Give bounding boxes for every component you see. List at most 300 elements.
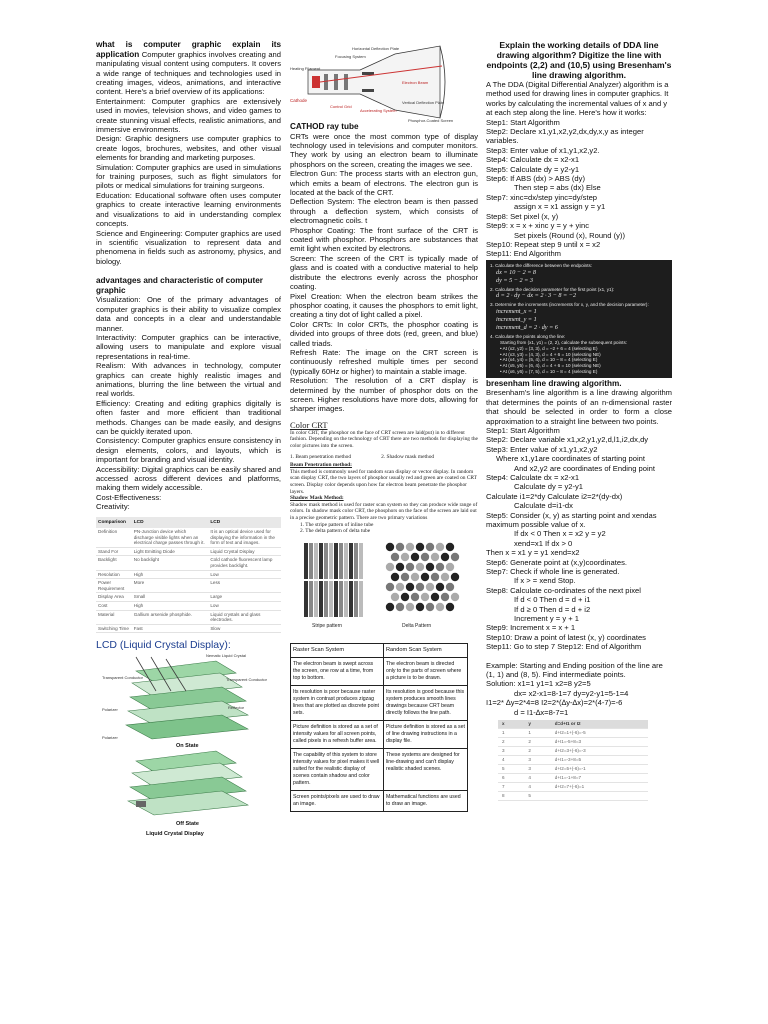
cmp-header-cell: Comparison: [96, 517, 132, 528]
dda-step: Step5: Calculate dy = y2-y1: [486, 164, 580, 174]
bresenham-step: Step2: Declare variable x1,x2,y1,y2,d,l1,i2,dx,dy: [486, 435, 649, 445]
stripe-bar: [354, 581, 358, 617]
delta-dot: [401, 592, 409, 600]
crt-paragraph: CRTs were once the most common type of display technology used in televisions and computer monitors. They work by using an electron beam to illuminate phosphors on the screen, creating the images we see.: [290, 131, 478, 169]
point-item: • At (x5, y5) = (6, 4), d = 4 + 6 = 10 (selecting NE): [500, 363, 601, 369]
crt-label-screen: Phosphor-Coated Screen: [408, 118, 454, 123]
crt-paragraph: Refresh Rate: The image on the CRT screen is continuously refreshed multiple times per second (typically 60Hz or higher) to maintain a stable image.: [290, 347, 478, 376]
stripe-bar: [314, 543, 318, 579]
bresenham-step: Calculate dy = y2-y1: [514, 482, 584, 492]
advantage-item: Efficiency: Creating and editing graphics digitally is often faster and more efficient than traditional methods. Changes can be made easily, and designs can be quickly iterated upon.: [96, 398, 281, 436]
lcd-label-1: Transparent Conductor: [102, 675, 143, 681]
shadow-mask-item-1: 1. The stripe pattern of inline tube: [300, 521, 374, 528]
bresenham-steps: [486, 426, 672, 652]
dda-step: Step8: Set pixel (x, y): [486, 211, 559, 221]
table-cell: Low: [208, 602, 281, 611]
bresenham-step: Step7: Check if whole line is generated.: [486, 567, 620, 576]
table-cell: Cost: [96, 602, 132, 611]
dda-step: assign x = x1 assign y = y1: [514, 202, 606, 212]
table-cell: 4: [498, 756, 524, 765]
table-cell: 3: [498, 747, 524, 756]
delta-dot: [406, 562, 414, 570]
bresenham-step: Step5: Consider (x, y) as starting point and xendas maximum possible value of x.: [486, 510, 657, 529]
bresenham-step: Step8: Calculate co-ordinates of the next pixel: [486, 585, 641, 595]
stripe-caption: Stripe pattern: [312, 622, 343, 629]
stripe-bar: [329, 543, 333, 579]
color-crt-text: In color CRT, the phosphor on the face of CRT screen are laid(put) in to different fashion. Depending on the technology of CRT there are two methods for displaying the color pictures into the screen.: [290, 429, 478, 449]
advantage-item: Creativity:: [96, 502, 130, 512]
phosphor-patterns-figure: [290, 537, 478, 629]
table-cell: Gallium arsenide phosphide.: [132, 610, 209, 624]
crt-paragraph: Resolution: The resolution of a CRT display is determined by the number of phosphor dots on the screen. Higher resolutions have more dots, allowing for sharper images.: [290, 376, 478, 414]
bresenham-step: And x2,y2 are coordinates of Ending point: [514, 463, 655, 473]
table-cell: 1: [498, 729, 524, 738]
table-row: [291, 685, 468, 720]
crt-description: [290, 132, 478, 414]
table-cell: 3: [524, 756, 550, 765]
rs-header-cell: Random Scan System: [383, 643, 467, 657]
crt-label-vdp: Vertical Deflection Plate: [402, 100, 445, 105]
crt-label-grid: Control Grid: [330, 104, 352, 109]
delta-caption: Delta Pattern: [402, 622, 432, 629]
delta-dot: [406, 542, 414, 550]
table-cell: Light Emitting Diode: [132, 547, 209, 556]
bresenham-step: If d ≥ 0 Then d = d + i2: [514, 604, 591, 614]
lcd-label-5: Reflector: [228, 705, 245, 711]
bresenham-step: If dx < 0 Then x = x2 y = y2: [514, 529, 606, 539]
crt-paragraph: Screen: The screen of the CRT is typically made of glass and is coated with a conductive material to help distribute the electrons evenly across the phosphor coating.: [290, 253, 478, 292]
heading-color-crt: Color CRT: [290, 419, 328, 430]
stripe-pattern-image: [304, 543, 363, 617]
table-cell: Definition: [96, 528, 132, 547]
crt-paragraph: Electron Gun: The process starts with an electron gun, which emits a beam of electrons. The electron gun is located at the back of the CRT.: [290, 169, 478, 198]
delta-dot: [441, 572, 449, 580]
table-row: [96, 556, 281, 570]
rs-header-cell: Raster Scan System: [291, 643, 384, 657]
table-row: [96, 624, 281, 633]
delta-dot: [431, 552, 439, 560]
crt-label-cathode: Cathode: [290, 98, 308, 103]
dda-step: Then step = abs (dx) Else: [514, 183, 601, 193]
crt-paragraph: Pixel Creation: When the electron beam strikes the phosphor coating, it causes the phosphors to emit light, creating a tiny dot of light called a pixel.: [290, 291, 478, 320]
dark-step-4: 4. Calculate the points along the line:: [490, 334, 566, 340]
lcd-label-4: Transparent Conductor: [226, 677, 267, 683]
table-cell: 6: [498, 774, 524, 783]
dda-step: Step7: xinc=dx/step yinc=dy/step: [486, 192, 598, 202]
table-cell: 4: [524, 783, 550, 792]
delta-dot: [411, 552, 419, 560]
led-lcd-comparison-table: [96, 517, 281, 634]
application-item: Design: Graphic designers use computer graphics to create logos, brochures, websites, and other visual elements for branding and marketing purposes.: [96, 134, 281, 163]
table-row: [291, 790, 468, 811]
stripe-bar: [339, 581, 343, 617]
decision-table: [498, 720, 648, 801]
table-cell: d+I2=5+(-6)=-1: [551, 765, 648, 774]
delta-dot: [396, 602, 404, 610]
table-cell: Resolution: [96, 570, 132, 579]
stripe-bar: [344, 543, 348, 579]
raster-random-comparison-table: [290, 643, 468, 812]
dark-step-1: 1. Calculate the difference between the endpoints:: [490, 262, 593, 268]
table-row: [498, 729, 648, 738]
table-cell: Material: [96, 610, 132, 624]
delta-dot: [436, 602, 444, 610]
example-line: Solution: x1=1 y1=1 x2=8 y2=5: [486, 679, 591, 689]
bresenham-step: Where x1,y1are coordinates of starting point: [496, 454, 646, 464]
delta-dot: [386, 602, 394, 610]
dda-steps: [486, 118, 672, 259]
table-row: [96, 547, 281, 556]
delta-dot: [426, 582, 434, 590]
application-item: Education: Educational software often uses computer graphics to create interactive learning environments and visualizations to aid in understanding complex concepts.: [96, 190, 281, 229]
table-cell: Switching Time: [96, 624, 132, 633]
bresenham-step: Calculate d=i1-dx: [514, 501, 573, 511]
delta-dot: [411, 592, 419, 600]
table-cell: d+I1=-5+8=3: [551, 738, 648, 747]
table-cell: 7: [498, 783, 524, 792]
table-cell: d+I2=1+(-6)=-5: [551, 729, 648, 738]
table-cell: These systems are designed for line-drawing and can't display realistic shaded scenes.: [383, 748, 467, 790]
table-row: [96, 602, 281, 611]
heading-beam-penetration: Beam Penetration method:: [290, 462, 352, 469]
delta-dot: [446, 562, 454, 570]
point-item: • At (x4, y4) = (5, 4), d = 10 − 8 = 4 (selecting E): [500, 357, 598, 363]
table-cell: d+I1=-3+8=5: [551, 756, 648, 765]
dda-step: Step6: If ABS (dx) > ABS (dy): [486, 174, 585, 184]
crt-paragraph: Deflection System: The electron beam is then passed through a deflection system, which consists of electromagnetic coils. t: [290, 197, 478, 226]
intro-text: Computer graphics involves creating and manipulating visual content using computers. It covers a wide range of techniques and technologies used in creating images, videos, animations, and interactive content. Here's a brief overview of its applications:: [96, 49, 281, 97]
table-cell: Stand For: [96, 547, 132, 556]
lcd-label-2: Polarizer: [102, 707, 118, 713]
delta-dot: [431, 592, 439, 600]
lcd-off-state-figure: [128, 751, 248, 815]
table-cell: 2: [524, 738, 550, 747]
crt-label-heating: Heating Filament: [290, 66, 321, 71]
crt-diagram: [290, 40, 478, 124]
math-line: dy = 5 − 2 = 3: [496, 276, 533, 284]
lcd-diagram: [96, 651, 281, 837]
stripe-bar: [319, 581, 323, 617]
table-cell: More: [132, 579, 209, 593]
delta-dot: [386, 562, 394, 570]
delta-dot: [446, 582, 454, 590]
advantage-item: Interactivity: Computer graphics can be interactive, allowing users to manipulate and explore visual representations in real-time.: [96, 332, 281, 361]
heading-dda: Explain the working details of DDA line drawing algorithm? Digitize the line with endpoints (2,2) and (10,5) using Bresenham's line drawing algorithm.: [486, 40, 672, 80]
table-cell: The capability of this system to store intensity values for pixel makes it well suited for the realistic display of scenes contain shadow and color pattern.: [291, 748, 384, 790]
column-3: [486, 40, 672, 801]
delta-dot: [426, 542, 434, 550]
lcd-label-6: Polarizer: [102, 735, 118, 741]
bresenham-step: If x > = xend Stop.: [514, 576, 576, 586]
table-cell: 5: [498, 765, 524, 774]
point-item: • At (x6, y6) = (7, 5), d = 10 − 8 = 4 (selecting E): [500, 368, 598, 374]
delta-dot: [396, 542, 404, 550]
stripe-bar: [324, 581, 328, 617]
table-cell: Backlight: [96, 556, 132, 570]
table-cell: Mathematical functions are used to draw an image.: [383, 790, 467, 811]
heading-bresenham: bresenham line drawing algorithm.: [486, 378, 622, 388]
table-cell: Cold cathode fluorescent lamp provides backlight.: [208, 556, 281, 570]
bresenham-step: Step6: Generate point at (x,y)coordinates.: [486, 557, 627, 567]
dda-step: Set pixels (Round (x), Round (y)): [514, 230, 625, 240]
stripe-bar: [314, 581, 318, 617]
table-cell: Liquid Crystal Display: [208, 547, 281, 556]
shadow-mask-item-2: 2. The delta pattern of delta tube: [300, 528, 371, 535]
dt-header-cell: d=d+I1 or I2: [551, 720, 648, 729]
dda-step: Step3: Enter value of x1,y1,x2,y2.: [486, 145, 600, 155]
crt-label-accel: Accelerating System: [360, 108, 397, 113]
cmp-header-cell: LCD: [132, 517, 209, 528]
delta-dot: [441, 552, 449, 560]
example-line: dx= x2-x1=8-1=7 dy=y2-y1=5-1=4: [514, 688, 629, 698]
delta-dot: [436, 582, 444, 590]
heading-advantages: advantages and characteristic of computer graphic: [96, 276, 263, 295]
delta-dot: [401, 552, 409, 560]
table-cell: Less: [208, 579, 281, 593]
stripe-bar: [309, 581, 313, 617]
table-row: [96, 528, 281, 547]
dda-step: Step2: Declare x1,y1,x2,y2,dx,dy,x,y as integer variables.: [486, 127, 644, 146]
stripe-bar: [359, 543, 363, 579]
table-cell: Slow: [208, 624, 281, 633]
point-item: • At (x2, y2) = (3, 3), d = −2 + 6 = 4 (selecting E): [500, 345, 598, 351]
stripe-bar: [304, 581, 308, 617]
heading-crt: CATHOD ray tube: [290, 122, 359, 131]
shadow-mask-text: Shadow mask method is used for raster scan system so they can produce wide range of colors. In shadow mask color CRT, the phosphors on the face of the screen are laid out in a precise geometric pattern. There are two primary variations: [290, 501, 478, 521]
bresenham-step: xend=x1 If dx > 0: [514, 538, 573, 548]
delta-dot: [421, 592, 429, 600]
delta-dot: [391, 552, 399, 560]
column-2: [290, 40, 478, 812]
stripe-bar: [349, 543, 353, 579]
delta-dot: [446, 602, 454, 610]
dda-step: Step10: Repeat step 9 until x = x2: [486, 239, 601, 249]
bresenham-step: Step9: Increment x = x + 1: [486, 623, 576, 633]
math-line: dx = 10 − 2 = 8: [496, 268, 537, 276]
table-cell: d+I1=-1+8=7: [551, 774, 648, 783]
dda-step: Step11: End Algorithm: [486, 249, 561, 259]
stripe-bar: [309, 543, 313, 579]
table-cell: [551, 792, 648, 801]
stripe-bar: [319, 543, 323, 579]
table-row: [291, 720, 468, 748]
table-row: [498, 783, 648, 792]
application-item: Simulation: Computer graphics are used in simulations for training purposes, such as flight simulators for pilots or medical simulations for training surgeons.: [96, 162, 281, 191]
table-cell: Its resolution is poor because raster system in contrast produces zigzag lines that are plotted as discrete point sets.: [291, 685, 384, 720]
math-line: increment_x = 1: [496, 308, 537, 316]
delta-dot: [421, 552, 429, 560]
bresenham-step: Step3: Enter value of x1,y1,x2,y2: [486, 444, 598, 454]
dda-intro: A The DDA (Digital Differential Analyzer) algorithm is a method used for drawing lines in computer graphics. It works by calculating the incremental values of x and y at each step along the line. Here's how it works:: [486, 80, 669, 118]
delta-dot: [426, 602, 434, 610]
delta-dot: [441, 592, 449, 600]
delta-dot: [421, 572, 429, 580]
table-cell: 2: [498, 738, 524, 747]
bresenham-step: Increment y = y + 1: [514, 614, 579, 624]
lcd-off-state-label: Off State: [176, 821, 199, 828]
table-cell: 3: [524, 765, 550, 774]
table-row: [498, 792, 648, 801]
math-line: increment_d = 2 · dy = 6: [496, 324, 558, 332]
bresenham-step: Step10: Draw a point of latest (x, y) coordinates: [486, 632, 646, 642]
crt-paragraph: Color CRTs: In color CRTs, the phosphor coating is divided into groups of three dots (red, green, and blue) called triads.: [290, 319, 478, 348]
advantage-item: Realism: With advances in technology, computer graphics can create highly realistic images and animations, blurring the line between the virtual and real worlds.: [96, 361, 281, 399]
table-cell: Small: [132, 593, 209, 602]
dda-step: Step1: Start Algorithm: [486, 117, 560, 127]
delta-dot: [416, 542, 424, 550]
table-row: [498, 774, 648, 783]
crt-label-beam: Electron Beam: [402, 80, 429, 85]
bresenham-step: Calculate i1=2*dy Calculate i2=2*(dy-dx): [486, 491, 623, 501]
table-row: [96, 570, 281, 579]
advantages-list: [96, 295, 281, 511]
stripe-bar: [354, 543, 358, 579]
bresenham-example: [486, 661, 672, 717]
crt-label-focusing: Focusing System: [335, 54, 366, 59]
table-row: [498, 765, 648, 774]
math-line: increment_y = 1: [496, 316, 537, 324]
dark-step-3: 3. Determine the increments (increments for x, y, and the decision parameter):: [490, 302, 649, 308]
delta-dot: [451, 572, 459, 580]
lcd-heading: LCD (Liquid Crystal Display):: [96, 639, 231, 652]
application-item: Science and Engineering: Computer graphics are used in scientific visualization to represent data and phenomena in fields such as astronomy, physics, and biology.: [96, 228, 281, 266]
table-cell: d+I2=3+(-6)=-3: [551, 747, 648, 756]
table-cell: d+I2=7+(-6)=1: [551, 783, 648, 792]
table-cell: Power Requirement: [96, 579, 132, 593]
lcd-on-state-figure: [126, 657, 248, 739]
table-cell: High: [132, 602, 209, 611]
delta-dot: [396, 582, 404, 590]
table-row: [291, 657, 468, 685]
delta-dot: [406, 602, 414, 610]
table-row: [498, 747, 648, 756]
cathode-shape: [312, 76, 320, 88]
table-row: [96, 579, 281, 593]
delta-dot: [386, 542, 394, 550]
table-row: [96, 593, 281, 602]
bresenham-step: Step11: Go to step 7 Step12: End of Algorithm: [486, 642, 642, 652]
delta-dot: [431, 572, 439, 580]
table-cell: 4: [524, 774, 550, 783]
table-cell: Low: [208, 570, 281, 579]
crt-paragraph: Phosphor Coating: The front surface of the CRT is coated with phosphor. Phosphors are substances that emit light when excited by electrons.: [290, 225, 478, 254]
color-crt-methods: [290, 454, 478, 461]
dark-step-4-sub: Starting from (x1, y1) = (2, 2), calculate the subsequent points:: [500, 339, 628, 345]
bresenham-step: If d < 0 Then d = d + i1: [514, 595, 591, 605]
column-1: [96, 40, 281, 837]
bresenham-step: Step1: Start Algorithm: [486, 425, 560, 435]
delta-dot: [426, 562, 434, 570]
table-cell: 1: [524, 729, 550, 738]
lcd-on-state-label: On State: [176, 743, 199, 750]
table-cell: 5: [524, 792, 550, 801]
crt-label-hdp: Horizontal Deflection Plate: [352, 46, 400, 51]
table-row: [291, 748, 468, 790]
dt-header-cell: y: [524, 720, 550, 729]
stripe-bar: [304, 543, 308, 579]
table-cell: The electron beam is swept across the screen, one row at a time, from top to bottom.: [291, 657, 384, 685]
table-cell: Liquid crystals and glass electrodes.: [208, 610, 281, 624]
stripe-bar: [344, 581, 348, 617]
bresenham-step: Then x = x1 y = y1 xend=x2: [486, 548, 580, 558]
example-line: Example: Starting and Ending position of the line are (1, 1) and (8, 5). Find intermediate points.: [486, 660, 663, 680]
delta-dot: [436, 542, 444, 550]
intro-paragraph: [96, 40, 281, 97]
lcd-caption: Liquid Crystal Display: [146, 831, 204, 838]
table-row: [498, 738, 648, 747]
table-cell: 8: [498, 792, 524, 801]
table-cell: High: [132, 570, 209, 579]
stripe-bar: [334, 581, 338, 617]
table-cell: Fast: [132, 624, 209, 633]
delta-dot: [416, 562, 424, 570]
application-item: Entertainment: Computer graphics are extensively used in movies, television shows, and video games to create stunning visual effects, realistic animations, and immersive environments.: [96, 96, 281, 135]
table-row: [498, 756, 648, 765]
delta-dot: [416, 582, 424, 590]
dt-header-cell: x: [498, 720, 524, 729]
table-cell: Picture definition is stored as a set of line drawing instructions in a display file.: [383, 720, 467, 748]
advantage-item: Cost-Effectiveness:: [96, 492, 162, 502]
delta-dot: [411, 572, 419, 580]
cmp-header-cell: LCD: [208, 517, 281, 528]
dda-step: Step4: Calculate dx = x2-x1: [486, 155, 580, 165]
math-line: d = 2 · dy − dx = 2 · 3 − 8 = −2: [496, 292, 577, 300]
delta-dot: [451, 592, 459, 600]
delta-dot: [416, 602, 424, 610]
lcd-label-3: Nematic Liquid Crystal: [206, 653, 247, 659]
point-item: • At (x3, y3) = (4, 3), d = 4 + 6 = 10 (selecting NE): [500, 351, 601, 357]
delta-dot: [406, 582, 414, 590]
stripe-bar: [359, 581, 363, 617]
heading-what-is-cg: what is computer graphic explain its application: [96, 40, 281, 59]
stripe-bar: [334, 543, 338, 579]
stripe-bar: [324, 543, 328, 579]
dda-step: Step9: x = x + xinc y = y + yinc: [486, 221, 589, 231]
table-cell: Its resolution is good because this system produces smooth lines drawings because CRT beam directly follows the line path.: [383, 685, 467, 720]
delta-dot: [396, 562, 404, 570]
table-cell: Display Area: [96, 593, 132, 602]
delta-dot: [386, 582, 394, 590]
table-row: [96, 610, 281, 624]
heading-shadow-mask: Shadow Mask Method:: [290, 495, 344, 502]
table-cell: The electron beam is directed only to the parts of screen where a picture is to be drawn.: [383, 657, 467, 685]
advantage-item: Accessibility: Digital graphics can be easily shared and accessed across different devices and platforms, making them widely accessible.: [96, 464, 281, 493]
delta-pattern-image: [386, 542, 459, 610]
example-line: d = I1-∆x=8-7=1: [514, 707, 569, 717]
method-beam-penetration: 1. Beam penetration method: [290, 453, 352, 460]
delta-dot: [401, 572, 409, 580]
table-cell: Screen points/pixels are used to draw an image.: [291, 790, 384, 811]
delta-dot: [436, 562, 444, 570]
table-cell: It is an optical device used for displaying the information in the form of text and images.: [208, 528, 281, 547]
delta-dot: [391, 592, 399, 600]
table-cell: No backlight: [132, 556, 209, 570]
stripe-bar: [349, 581, 353, 617]
stripe-bar: [339, 543, 343, 579]
example-line: I1=2* ∆y=2*4=8 I2=2*(∆y-∆x)=2*(4-7)=-6: [486, 698, 623, 708]
applications-list: [96, 97, 281, 266]
bresenham-intro: Bresenham's line algorithm is a line drawing algorithm that determines the points of an n-dimensional raster that should be selected in order to form a close approximation to a straight line between two points.: [486, 388, 672, 426]
bresenham-worked-example-image: [486, 260, 672, 378]
beam-penetration-text: This method is commonly used for random scan display or vector display. In random scan display CRT, the two layers of phosphor usually red and green are coated on CRT screen. Display color depends upon how far electron beam penetrate the phosphor layers.: [290, 468, 477, 495]
color-crt-block: [290, 420, 478, 535]
stripe-bar: [329, 581, 333, 617]
table-cell: Picture definition is stored as a set of intensity values for all screen points, called pixels in a refresh buffer area.: [291, 720, 384, 748]
dark-step-2: 2. Calculate the decision parameter for the first point (x1, y1):: [490, 286, 615, 292]
table-cell: PN-Junction device which discharge visible lights when an electrical charge passes through it.: [132, 528, 209, 547]
delta-dot: [391, 572, 399, 580]
delta-dot: [446, 542, 454, 550]
